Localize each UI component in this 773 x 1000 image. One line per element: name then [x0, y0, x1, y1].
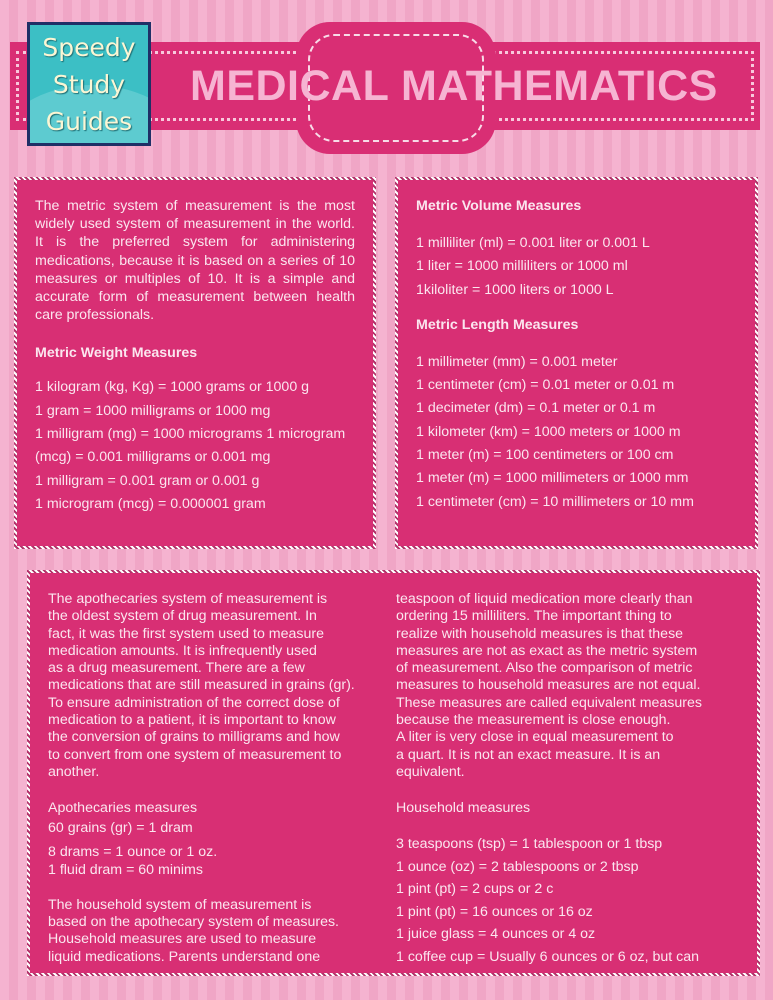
text-line: another.: [48, 763, 100, 780]
section-heading: Metric Length Measures: [416, 316, 579, 333]
list-item: 1 juice glass = 4 ounces or 4 oz: [396, 926, 596, 943]
logo-text: [30, 29, 148, 140]
right-column: [396, 591, 726, 968]
list-item: 1 gram = 1000 milligrams or 1000 mg: [35, 402, 271, 419]
list-item: 1 microgram (mcg) = 0.000001 gram: [35, 495, 266, 512]
list-item: 60 grains (gr) = 1 dram: [48, 820, 193, 837]
list-item: 1 kilometer (km) = 1000 meters or 1000 m: [416, 423, 681, 440]
list-item: 1 pint (pt) = 2 cups or 2 c: [396, 881, 554, 898]
logo-line: Speedy: [42, 33, 136, 62]
left-column: [48, 591, 378, 966]
section-heading: Metric Weight Measures: [35, 345, 198, 362]
weight-measures-list: [35, 376, 355, 516]
text-line: medication amounts. It is infrequently used: [48, 642, 317, 659]
text-line: The apothecaries system of measurement is: [48, 591, 328, 607]
metric-volume-length-panel: [395, 177, 758, 549]
text-line: The household system of measurement is: [48, 896, 312, 913]
list-item: 3 teaspoons (tsp) = 1 tablespoon or 1 tbsp: [396, 836, 663, 853]
list-item: 1 milligram (mg) = 1000 micrograms 1 microgram: [35, 426, 346, 443]
list-item: 1 coffee cup = Usually 6 ounces or 6 oz, but can: [396, 948, 699, 965]
section-heading: Household measures: [396, 800, 531, 817]
text-line: measures to household measures are not equal.: [396, 677, 701, 694]
text-line: teaspoon of liquid medication more clearly than: [396, 591, 693, 607]
list-item: (mcg) = 0.001 milligrams or 0.001 mg: [35, 449, 271, 466]
text-line: a quart. It is not an exact measure. It is an: [396, 746, 661, 763]
text-line: to convert from one system of measurement to: [48, 746, 342, 763]
text-line: To ensure administration of the correct dose of: [48, 694, 340, 711]
text-line: Household measures are used to measure: [48, 931, 317, 948]
list-item: 1 pint (pt) = 16 ounces or 16 oz: [396, 903, 593, 920]
volume-measures-list: [416, 232, 737, 302]
text-line: because the measurement is close enough.: [396, 712, 671, 729]
apothecary-household-panel: [27, 570, 760, 976]
text-line: fact, it was the first system used to measure: [48, 625, 324, 642]
speedy-study-guides-logo: [27, 22, 151, 146]
text-line: realize with household measures is that these: [396, 625, 684, 642]
logo-line: Guides: [45, 107, 133, 136]
length-measures-list: [416, 351, 737, 514]
text-line: measures are not as exact as the metric system: [396, 642, 698, 659]
list-item: 1 decimeter (dm) = 0.1 meter or 0.1 m: [416, 400, 656, 417]
list-item: 1 kilogram (kg, Kg) = 1000 grams or 1000 g: [35, 379, 310, 396]
list-item: 1 milligram = 0.001 gram or 0.001 g: [35, 472, 260, 489]
metric-intro-paragraph: The metric system of measurement is the most widely used system of measurement in the world. It is the preferred system for administering medications, because it is based on a series of 10 measures or multiples of 10. It is a simple and accurate form of measurement between health care professionals.: [35, 198, 355, 324]
household-intro-paragraph: [48, 897, 378, 966]
text-line: equivalent.: [396, 763, 465, 780]
list-item: 1 meter (m) = 1000 millimeters or 1000 mm: [416, 470, 689, 487]
page-title: MEDICAL MATHEMATICS: [190, 62, 718, 110]
household-measures-list: [396, 833, 726, 968]
section-heading: Metric Volume Measures: [416, 198, 582, 214]
text-line: based on the apothecary system of measures.: [48, 914, 340, 931]
section-heading: Apothecaries measures: [48, 800, 198, 817]
list-item: 1 liter = 1000 milliliters or 1000 ml: [416, 258, 628, 275]
logo-line: Study: [52, 70, 126, 99]
text-line: the oldest system of drug measurement. In: [48, 608, 317, 625]
text-line: of measurement. Also the comparison of metric: [396, 660, 693, 677]
list-item: 1 millimeter (mm) = 0.001 meter: [416, 353, 618, 370]
text-line: the conversion of grains to milligrams and how: [48, 729, 340, 746]
text-line: liquid medications. Parents understand one: [48, 948, 321, 965]
household-continued-paragraph: [396, 591, 726, 781]
text-line: ordering 15 milliliters. The important thing to: [396, 608, 672, 625]
text-line: medication to a patient, it is important to know: [48, 712, 336, 729]
list-item: 1 ounce (oz) = 2 tablespoons or 2 tbsp: [396, 858, 639, 875]
text-line: These measures are called equivalent measures: [396, 694, 702, 711]
list-item: 1 centimeter (cm) = 0.01 meter or 0.01 m: [416, 377, 675, 394]
list-item: 8 drams = 1 ounce or 1 oz.: [48, 843, 218, 860]
text-line: A liter is very close in equal measurement to: [396, 729, 674, 746]
list-item: 1 meter (m) = 100 centimeters or 100 cm: [416, 447, 674, 464]
list-item: 1kiloliter = 1000 liters or 1000 L: [416, 281, 614, 298]
metric-weight-panel: [14, 177, 376, 549]
apothecary-intro-paragraph: [48, 591, 378, 781]
list-item: 1 milliliter (ml) = 0.001 liter or 0.001 L: [416, 235, 650, 251]
text-line: as a drug measurement. There are a few: [48, 660, 305, 677]
text-line: medications that are still measured in grains (gr).: [48, 677, 355, 694]
list-item: 1 centimeter (cm) = 10 millimeters or 10 mm: [416, 493, 694, 510]
list-item: 1 fluid dram = 60 minims: [48, 861, 203, 878]
